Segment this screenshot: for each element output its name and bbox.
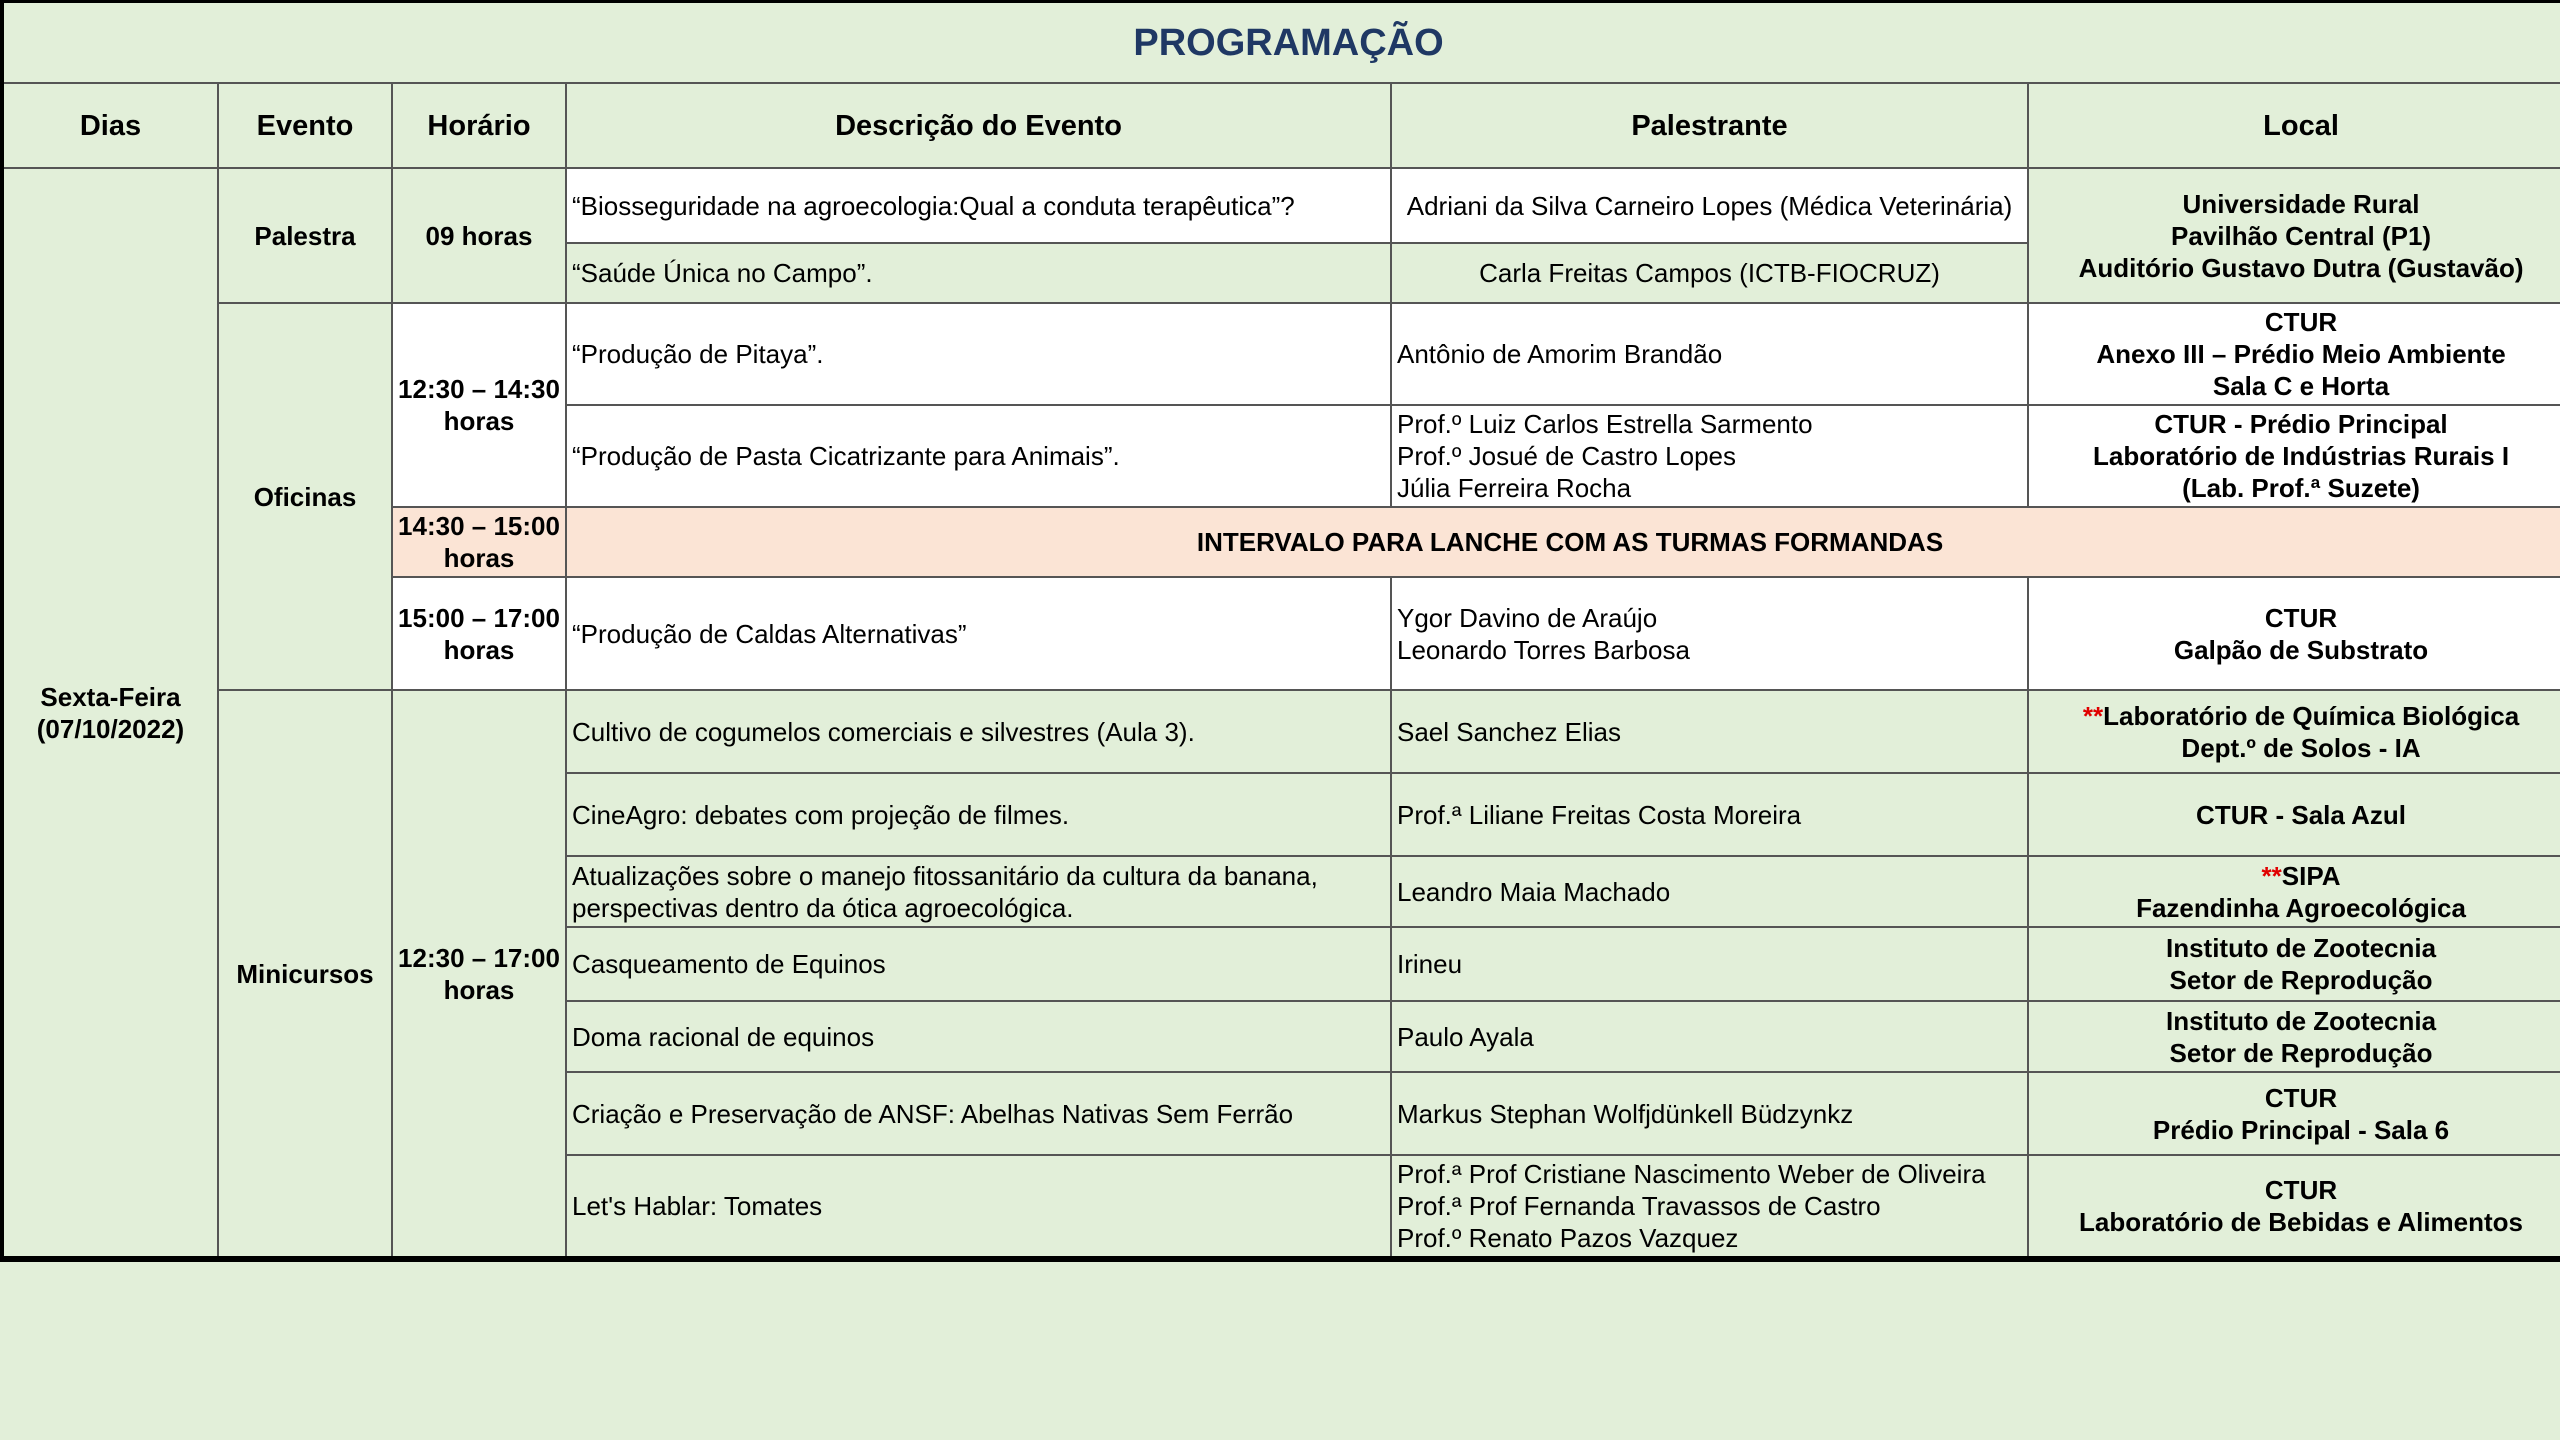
palestrante-cell: Paulo Ayala [1391, 1001, 2028, 1072]
header-palestrante: Palestrante [1391, 83, 2028, 168]
descricao-cell: “Saúde Única no Campo”. [566, 243, 1391, 303]
schedule-table [4, 3, 2560, 1258]
local-cell: **SIPA Fazendinha Agroecológica [2028, 856, 2560, 927]
header-descricao: Descrição do Evento [566, 83, 1391, 168]
local-cell: **Laboratório de Química Biológica Dept.º de Solos - IA [2028, 690, 2560, 773]
palestrante-cell: Sael Sanchez Elias [1391, 690, 2028, 773]
horario-oficinas-3: 15:00 – 17:00 horas [392, 577, 566, 690]
evento-palestra: Palestra [218, 168, 392, 303]
descricao-cell: Cultivo de cogumelos comerciais e silvestres (Aula 3). [566, 690, 1391, 773]
local-cell: CTUR - Prédio Principal Laboratório de Indústrias Rurais I (Lab. Prof.ª Suzete) [2028, 405, 2560, 507]
descricao-cell: Doma racional de equinos [566, 1001, 1391, 1072]
local-cell: Instituto de Zootecnia Setor de Reprodução [2028, 1001, 2560, 1072]
local-cell: CTUR Prédio Principal - Sala 6 [2028, 1072, 2560, 1155]
palestrante-cell: Carla Freitas Campos (ICTB-FIOCRUZ) [1391, 243, 2028, 303]
descricao-cell: Let's Hablar: Tomates [566, 1155, 1391, 1257]
palestrante-cell: Prof.ª Liliane Freitas Costa Moreira [1391, 773, 2028, 856]
descricao-cell: Casqueamento de Equinos [566, 927, 1391, 1001]
palestrante-cell: Adriani da Silva Carneiro Lopes (Médica Veterinária) [1391, 168, 2028, 243]
palestrante-cell: Prof.ª Prof Cristiane Nascimento Weber de Oliveira Prof.ª Prof Fernanda Travassos de Castro Prof.º Renato Pazos Vazquez [1391, 1155, 2028, 1257]
descricao-cell: Criação e Preservação de ANSF: Abelhas Nativas Sem Ferrão [566, 1072, 1391, 1155]
table-row [4, 168, 2560, 243]
local-cell: CTUR Laboratório de Bebidas e Alimentos [2028, 1155, 2560, 1257]
page-title: PROGRAMAÇÃO [4, 3, 2560, 83]
local-cell: CTUR - Sala Azul [2028, 773, 2560, 856]
horario-minicursos: 12:30 – 17:00 horas [392, 690, 566, 1257]
required-mark: ** [2082, 700, 2104, 731]
descricao-cell: CineAgro: debates com projeção de filmes. [566, 773, 1391, 856]
horario-palestra: 09 horas [392, 168, 566, 303]
header-row [4, 83, 2560, 168]
local-palestra: Universidade Rural Pavilhão Central (P1) Auditório Gustavo Dutra (Gustavão) [2028, 168, 2560, 303]
header-dias: Dias [4, 83, 218, 168]
break-label: INTERVALO PARA LANCHE COM AS TURMAS FORMANDAS [566, 507, 2560, 577]
descricao-cell: Atualizações sobre o manejo fitossanitário da cultura da banana, perspectivas dentro da ótica agroecológica. [566, 856, 1391, 927]
horario-oficinas-1: 12:30 – 14:30 horas [392, 303, 566, 507]
evento-minicursos: Minicursos [218, 690, 392, 1257]
day-cell [4, 168, 218, 1257]
table-row [4, 690, 2560, 773]
local-cell: CTUR Anexo III – Prédio Meio Ambiente Sala C e Horta [2028, 303, 2560, 405]
palestrante-cell: Prof.º Luiz Carlos Estrella Sarmento Prof.º Josué de Castro Lopes Júlia Ferreira Rocha [1391, 405, 2028, 507]
day-name: Sexta-Feira [40, 681, 181, 712]
table-row [4, 303, 2560, 405]
descricao-cell: “Produção de Pasta Cicatrizante para Animais”. [566, 405, 1391, 507]
palestrante-cell: Markus Stephan Wolfjdünkell Büdzynkz [1391, 1072, 2028, 1155]
descricao-cell: “Biosseguridade na agroecologia:Qual a conduta terapêutica”? [566, 168, 1391, 243]
palestrante-cell: Irineu [1391, 927, 2028, 1001]
palestrante-cell: Antônio de Amorim Brandão [1391, 303, 2028, 405]
descricao-cell: “Produção de Pitaya”. [566, 303, 1391, 405]
day-date: (07/10/2022) [36, 713, 185, 744]
palestrante-cell: Leandro Maia Machado [1391, 856, 2028, 927]
header-evento: Evento [218, 83, 392, 168]
header-horario: Horário [392, 83, 566, 168]
descricao-cell: “Produção de Caldas Alternativas” [566, 577, 1391, 690]
local-cell: Instituto de Zootecnia Setor de Reprodução [2028, 927, 2560, 1001]
palestrante-cell: Ygor Davino de Araújo Leonardo Torres Barbosa [1391, 577, 2028, 690]
required-mark: ** [2261, 860, 2282, 891]
horario-break: 14:30 – 15:00 horas [392, 507, 566, 577]
header-local: Local [2028, 83, 2560, 168]
local-cell: CTUR Galpão de Substrato [2028, 577, 2560, 690]
evento-oficinas: Oficinas [218, 303, 392, 690]
